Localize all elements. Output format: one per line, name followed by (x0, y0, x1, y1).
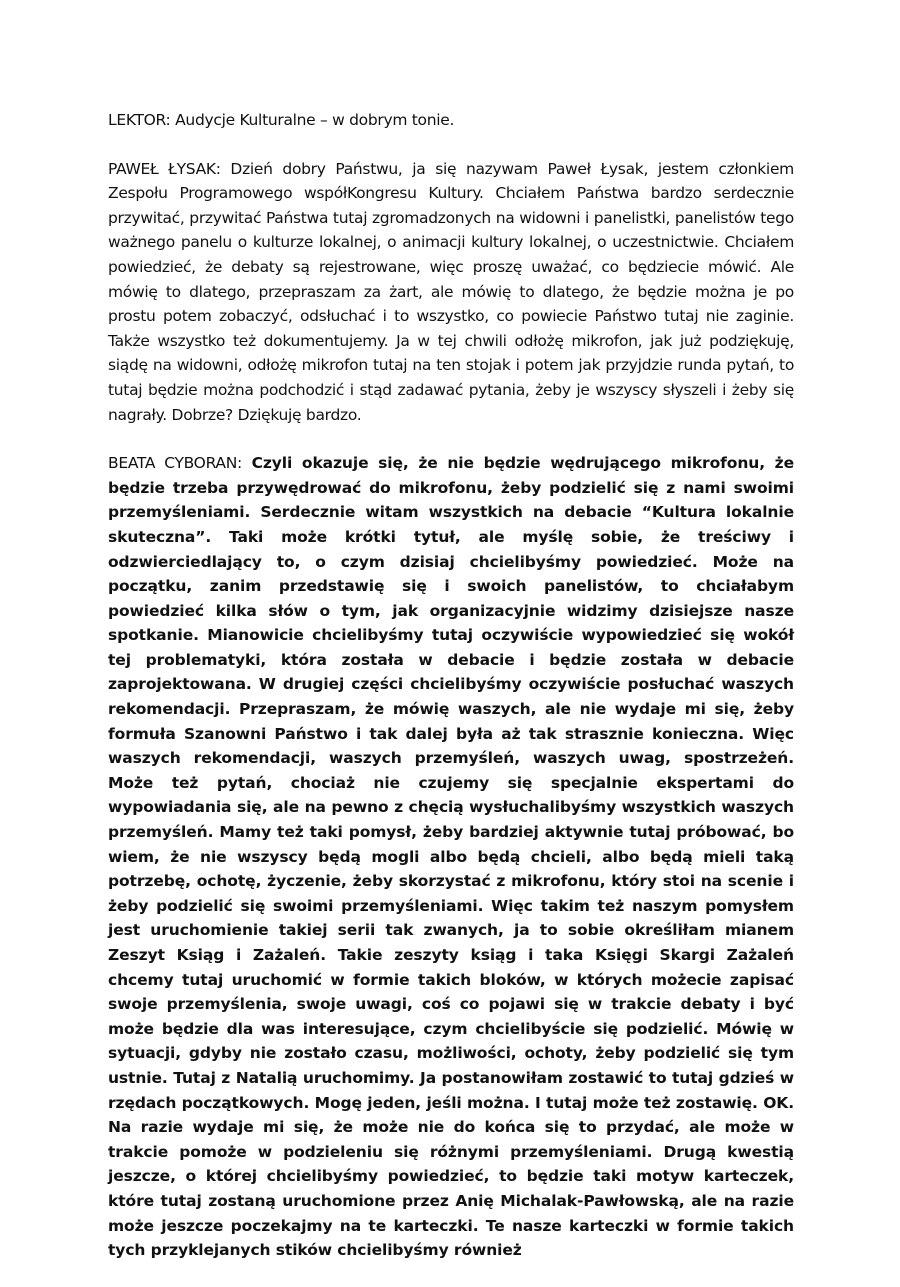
paragraph-text: Czyli okazuje się, że nie będzie wędrującego mikrofonu, że będzie trzeba przywędrować do mikrofonu, żeby podzielić się z nami swoimi przemyśleniami. Serdecznie witam wszystkich na debacie “Kultura lokalnie skuteczna”. Taki może krótki tytuł, ale myślę sobie, że treściwy i odzwierciedlający to, o czym dzisiaj chcielibyśmy powiedzieć. Może na początku, zanim przedstawię się i swoich panelistów, to chciałabym powiedzieć kilka słów o tym, jak organizacyjnie widzimy dzisiejsze nasze spotkanie. Mianowicie chcielibyśmy tutaj oczywiście wypowiedzieć się wokół tej problematyki, która została w debacie i będzie została w debacie zaprojektowana. W drugiej części chcielibyśmy oczywiście posłuchać waszych rekomendacji. Przepraszam, że mówię waszych, ale nie wydaje mi się, żeby formuła Szanowni Państwo i tak dalej była aż tak strasznie konieczna. Więc waszych rekomendacji, waszych przemyśleń, waszych uwag, spostrzeżeń. Może też pytań, chociaż nie czujemy się specjalnie ekspertami do wypowiadania się, ale na pewno z chęcią wysłuchalibyśmy wszystkich waszych przemyśleń. Mamy też taki pomysł, żeby bardziej aktywnie tutaj próbować, bo wiem, że nie wszyscy będą mogli albo będą chcieli, albo będą mieli taką potrzebę, ochotę, życzenie, żeby skorzystać z mikrofonu, który stoi na scenie i żeby podzielić się swoimi przemyśleniami. Więc takim też naszym pomysłem jest uruchomienie takiej serii tak zwanych, ja to sobie określiłam mianem Zeszyt Ksiąg i Zażaleń. Takie zeszyty ksiąg i taka Księgi Skargi Zażaleń chcemy tutaj uruchomić w formie takich bloków, w których możecie zapisać swoje przemyślenia, swoje uwagi, coś co pojawi się w trakcie debaty i być może będzie dla was interesujące, czym chcielibyście się podzielić. Mówię w sytuacji, gdyby nie zostało czasu, możliwości, ochoty, żeby podzielić się tym ustnie. Tutaj z Natalią uruchomimy. Ja postanowiłam zostawić to tutaj gdzieś w rzędach początkowych. Mogę jeden, jeśli można. I tutaj może też zostawię. OK. Na razie wydaje mi się, że może nie do końca się to przydać, ale może w trakcie pomoże w podzieleniu się różnymi przemyśleniami. Drugą kwestią jeszcze, o której chcielibyśmy powiedzieć, to będzie taki motyw karteczek, które tutaj zostaną uruchomione przez Anię Michalak-Pawłowską, ale na razie może jeszcze poczekajmy na te karteczki. Te nasze karteczki w formie takich tych przyklejanych stików chcielibyśmy również (108, 454, 794, 1260)
paragraph-lektor (108, 108, 794, 133)
paragraph-text: Audycje Kulturalne – w dobrym tonie. (170, 111, 455, 129)
speaker-label: LEKTOR: (108, 111, 171, 129)
speaker-label: BEATA CYBORAN: (108, 454, 242, 473)
paragraph-text: Dzień dobry Państwu, ja się nazywam Paweł Łysak, jestem członkiem Zespołu Programowego współKongresu Kultury. Chciałem Państwa bardzo serdecznie przywitać, przywitać Państwa tutaj zgromadzonych na widowni i panelistki, panelistów tego ważnego panelu o kulturze lokalnej, o animacji kultury lokalnej, o uczestnictwie. Chciałem powiedzieć, że debaty są rejestrowane, więc proszę uważać, co będziecie mówić. Ale mówię to dlatego, przepraszam za żart, ale mówię to dlatego, że będzie można je po prostu potem zobaczyć, odsłuchać i to wszystko, co powiecie Państwo tutaj nie zaginie. Także wszystko też dokumentujemy. Ja w tej chwili odłożę mikrofon, jak już podziękuję, siądę na widowni, odłożę mikrofon tutaj na ten stojak i potem jak przyjdzie runda pytań, to tutaj będzie można podchodzić i stąd zadawać pytania, żeby je wszyscy słyszeli i żeby się nagrały. Dobrze? Dziękuję bardzo. (108, 159, 794, 424)
paragraph-pawel-lysak (108, 157, 794, 428)
speaker-label: PAWEŁ ŁYSAK: (108, 159, 221, 178)
paragraph-beata-cyboran (108, 451, 794, 1263)
transcript-body (108, 108, 794, 1287)
